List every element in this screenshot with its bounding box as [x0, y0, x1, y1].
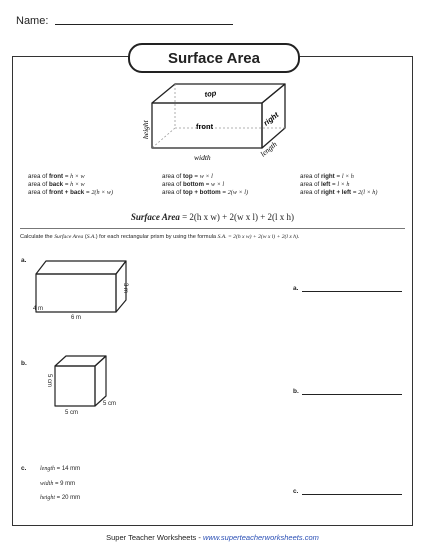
area-top-bottom: area of top + bottom = 2(w × l): [162, 189, 249, 196]
problem-b-width: 5 cm: [65, 410, 79, 416]
area-front-back: area of front + back = 2(h × w): [28, 189, 114, 196]
length-label: length: [258, 139, 279, 159]
answer-c-label: c.: [293, 488, 299, 495]
problem-c-label: c.: [21, 465, 27, 472]
problem-b-label: b.: [21, 360, 27, 367]
divider: [20, 228, 405, 229]
answer-b-field[interactable]: [302, 393, 402, 395]
problem-a-height: 3 m: [122, 283, 128, 294]
prism-a: [36, 261, 126, 312]
footer: Super Teacher Worksheets - www.superteacherworksheets.com: [106, 533, 319, 542]
surface-area-formula: Surface Area = 2(h x w) + 2(w x l) + 2(l x h): [130, 212, 295, 222]
answer-a-label: a.: [293, 285, 299, 292]
problem-a-width: 6 m: [71, 315, 82, 321]
problem-c-height: height = 20 mm: [40, 495, 81, 501]
problem-c-length: length = 14 mm: [40, 466, 81, 472]
area-bottom: area of bottom = w × l: [162, 181, 225, 188]
area-left: area of left = l × h: [300, 181, 350, 188]
right-label: right: [261, 110, 281, 128]
areas-col-2: [162, 173, 248, 197]
prism-b: [55, 356, 106, 406]
problem-b-height: 5 cm: [46, 374, 52, 388]
answer-a-field[interactable]: [302, 290, 402, 292]
area-back: area of back = h × w: [28, 181, 85, 188]
footer-brand: Super Teacher Worksheets: [106, 533, 197, 542]
area-right: area of right = l × h: [300, 173, 354, 180]
problem-a-length: 4 m: [33, 306, 44, 312]
area-front: area of front = h × w: [28, 173, 85, 180]
width-label: width: [194, 153, 211, 162]
areas-col-1: [28, 173, 113, 197]
problem-b-length: 5 cm: [103, 401, 117, 407]
answer-c-field[interactable]: [302, 493, 402, 495]
problem-a-label: a.: [21, 257, 27, 264]
answer-b-label: b.: [293, 388, 299, 395]
top-label: top: [204, 88, 217, 99]
name-label: Name:: [16, 15, 49, 27]
areas-col-3: [300, 173, 377, 197]
title-text: Surface Area: [168, 49, 260, 67]
front-label: front: [196, 122, 214, 131]
area-right-left: area of right + left = 2(l × h): [300, 189, 378, 196]
footer-link[interactable]: www.superteacherworksheets.com: [202, 533, 319, 542]
problem-c-width: width = 9 mm: [40, 481, 76, 487]
area-top: area of top = w × l: [162, 173, 213, 180]
instructions: Calculate the Surface Area (S.A.) for each rectangular prism by using the formula S.A. = 2(h x w) + 2(w x l) + 2(l x h).: [20, 234, 300, 240]
height-label: height: [141, 120, 150, 139]
